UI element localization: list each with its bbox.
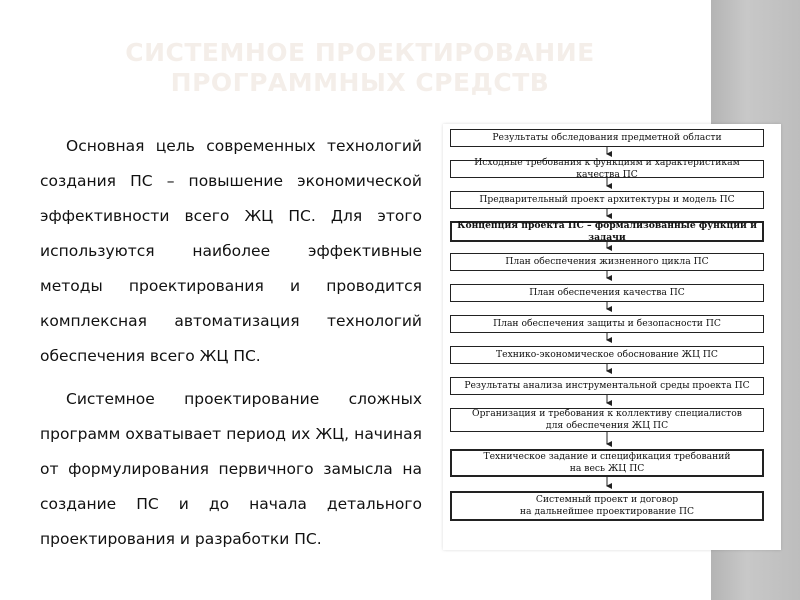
flow-step-7 — [450, 315, 764, 333]
flow-step-6-text: План обеспечения качества ПС — [529, 287, 685, 298]
flow-step-9-text: Результаты анализа инструментальной среды проекта ПС — [464, 380, 750, 391]
flow-step-11-text-1: Техническое задание и спецификация требований — [483, 451, 731, 462]
slide-title — [40, 38, 680, 98]
lifecycle-flow-diagram — [443, 124, 781, 550]
flow-step-9 — [450, 377, 764, 395]
flow-step-4-text: Концепция проекта ПС – формализованные функции и задачи — [457, 219, 757, 243]
flow-step-11-text-2: на весь ЖЦ ПС — [569, 463, 645, 474]
flow-step-10-text-2: для обеспечения ЖЦ ПС — [545, 420, 669, 431]
flow-step-5-text: План обеспечения жизненного цикла ПС — [505, 256, 709, 267]
flow-step-3 — [450, 191, 764, 209]
flow-step-1-text: Результаты обследования предметной области — [492, 132, 722, 143]
flow-step-8-text: Технико-экономическое обоснование ЖЦ ПС — [496, 349, 718, 360]
body-text — [40, 129, 422, 557]
paragraph-2: Системное проектирование сложных программ охватывает период их ЖЦ, начиная от формулирования первичного замысла на создание ПС и до начала детального проектирования и разработки ПС. — [40, 390, 422, 548]
flow-step-5 — [450, 253, 764, 271]
flow-step-3-text: Предварительный проект архитектуры и модель ПС — [479, 194, 735, 205]
flow-arrows — [443, 124, 781, 550]
slide-title-line-2: ПРОГРАММНЫХ СРЕДСТВ — [170, 68, 550, 97]
flow-step-6 — [450, 284, 764, 302]
flow-step-8 — [450, 346, 764, 364]
flow-step-11 — [450, 449, 764, 477]
flow-step-4 — [450, 221, 764, 242]
flow-step-10-text-1: Организация и требования к коллективу специалистов — [472, 408, 742, 419]
flow-step-2 — [450, 157, 764, 180]
flow-step-12 — [450, 491, 764, 521]
paragraph-1: Основная цель современных технологий создания ПС – повышение экономической эффективности всего ЖЦ ПС. Для этого используются наиболее эффективные методы проектирования и проводится комплексная автоматизация технологий обеспечения всего ЖЦ ПС. — [40, 137, 422, 365]
slide-title-line-1: СИСТЕМНОЕ ПРОЕКТИРОВАНИЕ — [125, 38, 595, 67]
flow-step-12-text-1: Системный проект и договор — [535, 494, 679, 505]
flow-step-2-text: Исходные требования к функциям и характеристикам качества ПС — [474, 157, 740, 180]
flow-step-10 — [450, 408, 764, 432]
flow-step-1 — [450, 129, 764, 147]
flow-step-7-text: План обеспечения защиты и безопасности ПС — [493, 318, 721, 329]
flow-step-12-text-2: на дальнейшее проектирование ПС — [519, 506, 695, 517]
